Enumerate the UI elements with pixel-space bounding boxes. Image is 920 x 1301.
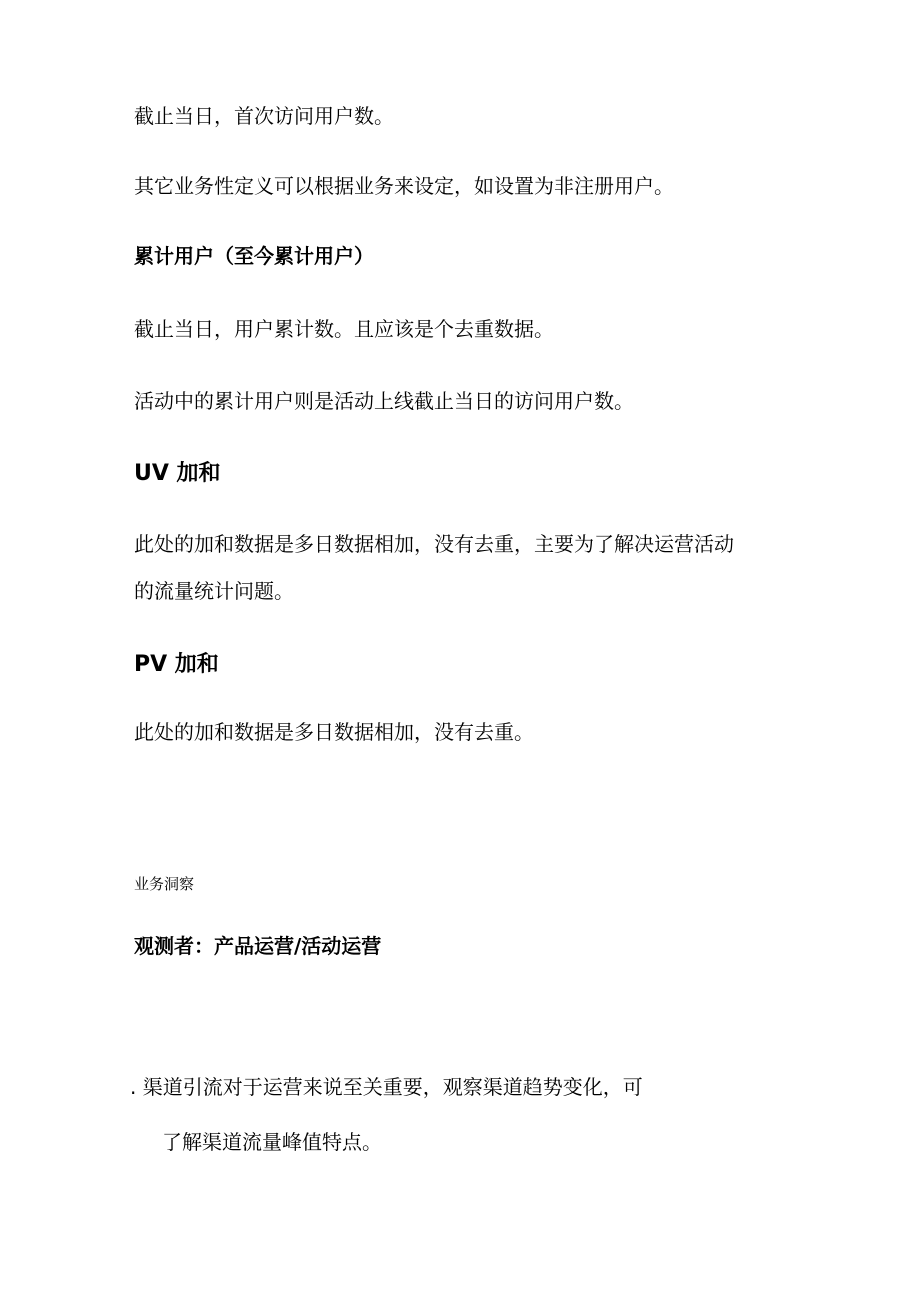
heading-pv-sum: PV 加和 <box>134 652 219 677</box>
paragraph-cumulative-count: 截止当日，用户累计数。且应该是个去重数据。 <box>134 317 554 341</box>
paragraph-channel-traffic-line1: . 渠道引流对于运营来说至关重要，观察渠道趋势变化，可 <box>130 1075 643 1099</box>
paragraph-uv-sum-line2: 的流量统计问题。 <box>134 579 294 603</box>
paragraph-activity-cumulative: 活动中的累计用户则是活动上线截止当日的访问用户数。 <box>134 389 634 413</box>
paragraph-uv-sum-line1: 此处的加和数据是多日数据相加，没有去重，主要为了解决运营活动 <box>134 532 734 556</box>
section-label-business-insight: 业务洞察 <box>134 875 195 893</box>
paragraph-pv-sum: 此处的加和数据是多日数据相加，没有去重。 <box>134 720 534 744</box>
paragraph-first-visit-definition: 截止当日，首次访问用户数。 <box>134 104 394 128</box>
paragraph-business-definition: 其它业务性定义可以根据业务来设定，如设置为非注册用户。 <box>134 174 674 198</box>
heading-uv-sum: UV 加和 <box>134 461 221 486</box>
observer-line: 观测者：产品运营/活动运营 <box>134 934 382 958</box>
paragraph-channel-traffic-line2: 了解渠道流量峰值特点。 <box>162 1130 382 1154</box>
heading-cumulative-users: 累计用户（至今累计用户） <box>134 244 374 268</box>
